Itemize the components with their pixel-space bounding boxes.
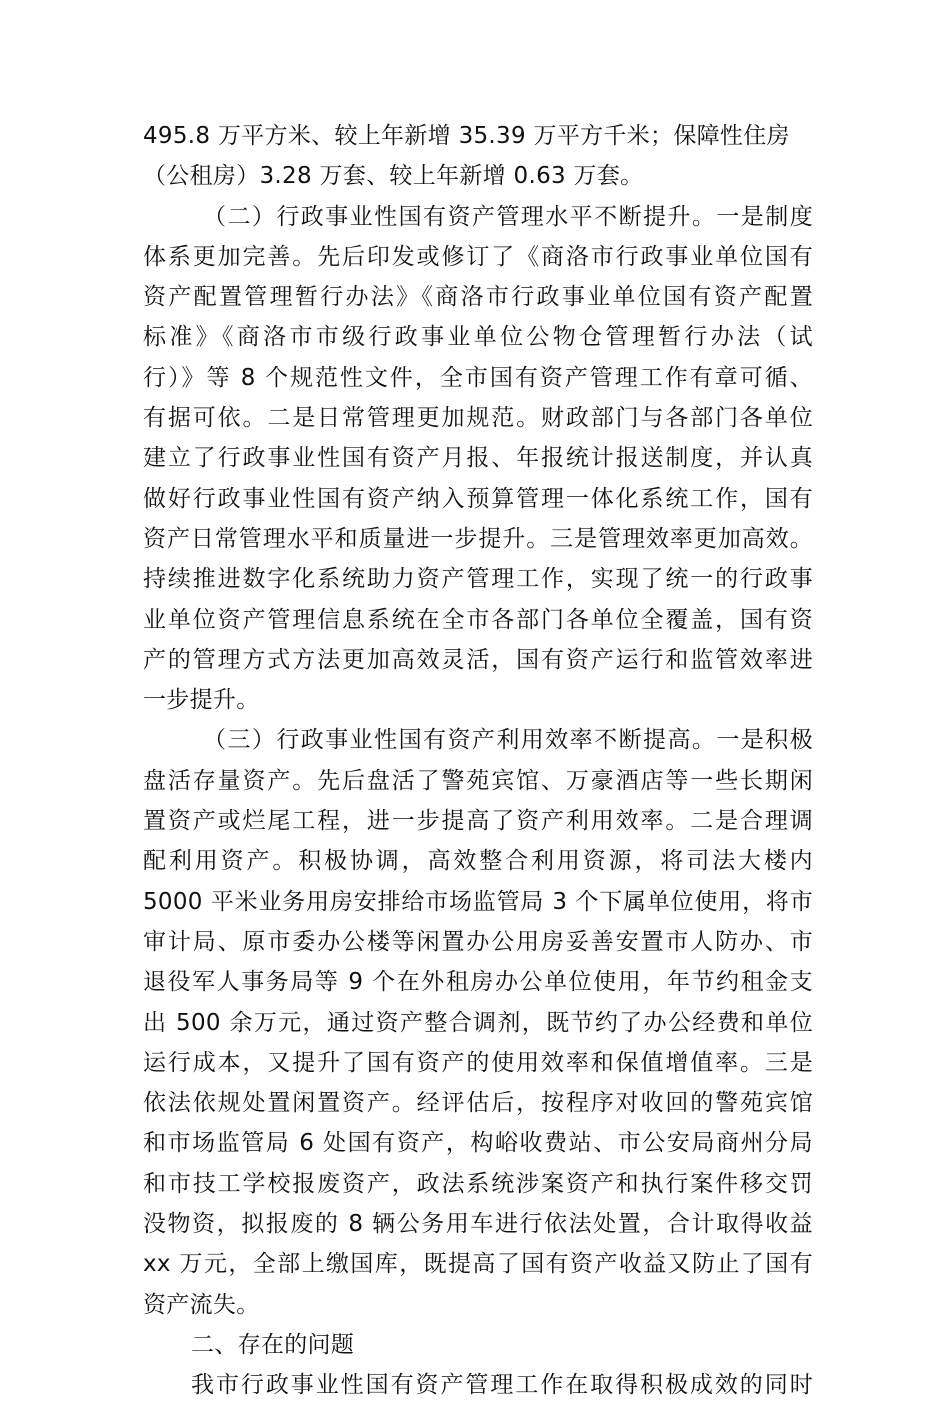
text-line: 盘活存量资产。先后盘活了警苑宾馆、万豪酒店等一些长期闲 <box>143 767 813 794</box>
text-line: 依法依规处置闲置资产。经评估后，按程序对收回的警苑宾馆 <box>143 1090 813 1117</box>
text-line: 运行成本，又提升了国有资产的使用效率和保值增值率。三是 <box>143 1049 813 1076</box>
text-line: 建立了行政事业性国有资产月报、年报统计报送制度，并认真 <box>143 445 813 472</box>
text-line: 出 500 余万元，通过资产整合调剂，既节约了办公经费和单位 <box>143 1009 813 1036</box>
text-line: 体系更加完善。先后印发或修订了《商洛市行政事业单位国有 <box>143 243 813 270</box>
text-line: 配利用资产。积极协调，高效整合利用资源，将司法大楼内 <box>143 848 813 875</box>
text-line: 标准》《商洛市市级行政事业单位公物仓管理暂行办法（试 <box>143 324 813 351</box>
text-line: 我市行政事业性国有资产管理工作在取得积极成效的同时 <box>191 1372 813 1399</box>
text-line: xx 万元，全部上缴国库，既提高了国有资产收益又防止了国有 <box>143 1251 813 1278</box>
text-line: 资产流失。 <box>143 1291 260 1318</box>
text-line: 做好行政事业性国有资产纳入预算管理一体化系统工作，国有 <box>143 485 813 512</box>
section-heading-line: （三）行政事业性国有资产利用效率不断提高。一是积极 <box>203 727 813 754</box>
text-line: 行）》等 8 个规范性文件，全市国有资产管理工作有章可循、 <box>143 364 813 391</box>
text-line: 和市技工学校报废资产，政法系统涉案资产和执行案件移交罚 <box>143 1170 813 1197</box>
text-line: 没物资，拟报废的 8 辆公务用车进行依法处置，合计取得收益 <box>143 1211 813 1238</box>
text-line: 审计局、原市委办公楼等闲置办公用房妥善安置市人防办、市 <box>143 928 813 955</box>
text-line: 资产日常管理水平和质量进一步提升。三是管理效率更加高效。 <box>143 525 813 552</box>
text-line: 置资产或烂尾工程，进一步提高了资产利用效率。二是合理调 <box>143 808 813 835</box>
text-line: 退役军人事务局等 9 个在外租房办公单位使用，年节约租金支 <box>143 969 813 996</box>
document-body <box>143 116 813 1406</box>
text-line: 有据可依。二是日常管理更加规范。财政部门与各部门各单位 <box>143 405 813 432</box>
text-line: 产的管理方式方法更加高效灵活，国有资产运行和监管效率进 <box>143 646 813 673</box>
section-heading-line: （二）行政事业性国有资产管理水平不断提升。一是制度 <box>203 203 813 230</box>
section-title: 二、存在的问题 <box>191 1331 355 1358</box>
text-line: 5000 平米业务用房安排给市场监管局 3 个下属单位使用，将市 <box>143 888 813 915</box>
text-line: 资产配置管理暂行办法》《商洛市行政事业单位国有资产配置 <box>143 284 813 311</box>
text-line: 495.8 万平方米、较上年新增 35.39 万平方千米；保障性住房 <box>143 123 790 149</box>
text-line: 业单位资产管理信息系统在全市各部门各单位全覆盖，国有资 <box>143 606 813 633</box>
text-line: （公租房）3.28 万套、较上年新增 0.63 万套。 <box>143 163 644 190</box>
text-line: 和市场监管局 6 处国有资产，构峪收费站、市公安局商州分局 <box>143 1130 813 1157</box>
text-line: 一步提升。 <box>143 687 260 714</box>
text-line: 持续推进数字化系统助力资产管理工作，实现了统一的行政事 <box>143 566 813 593</box>
